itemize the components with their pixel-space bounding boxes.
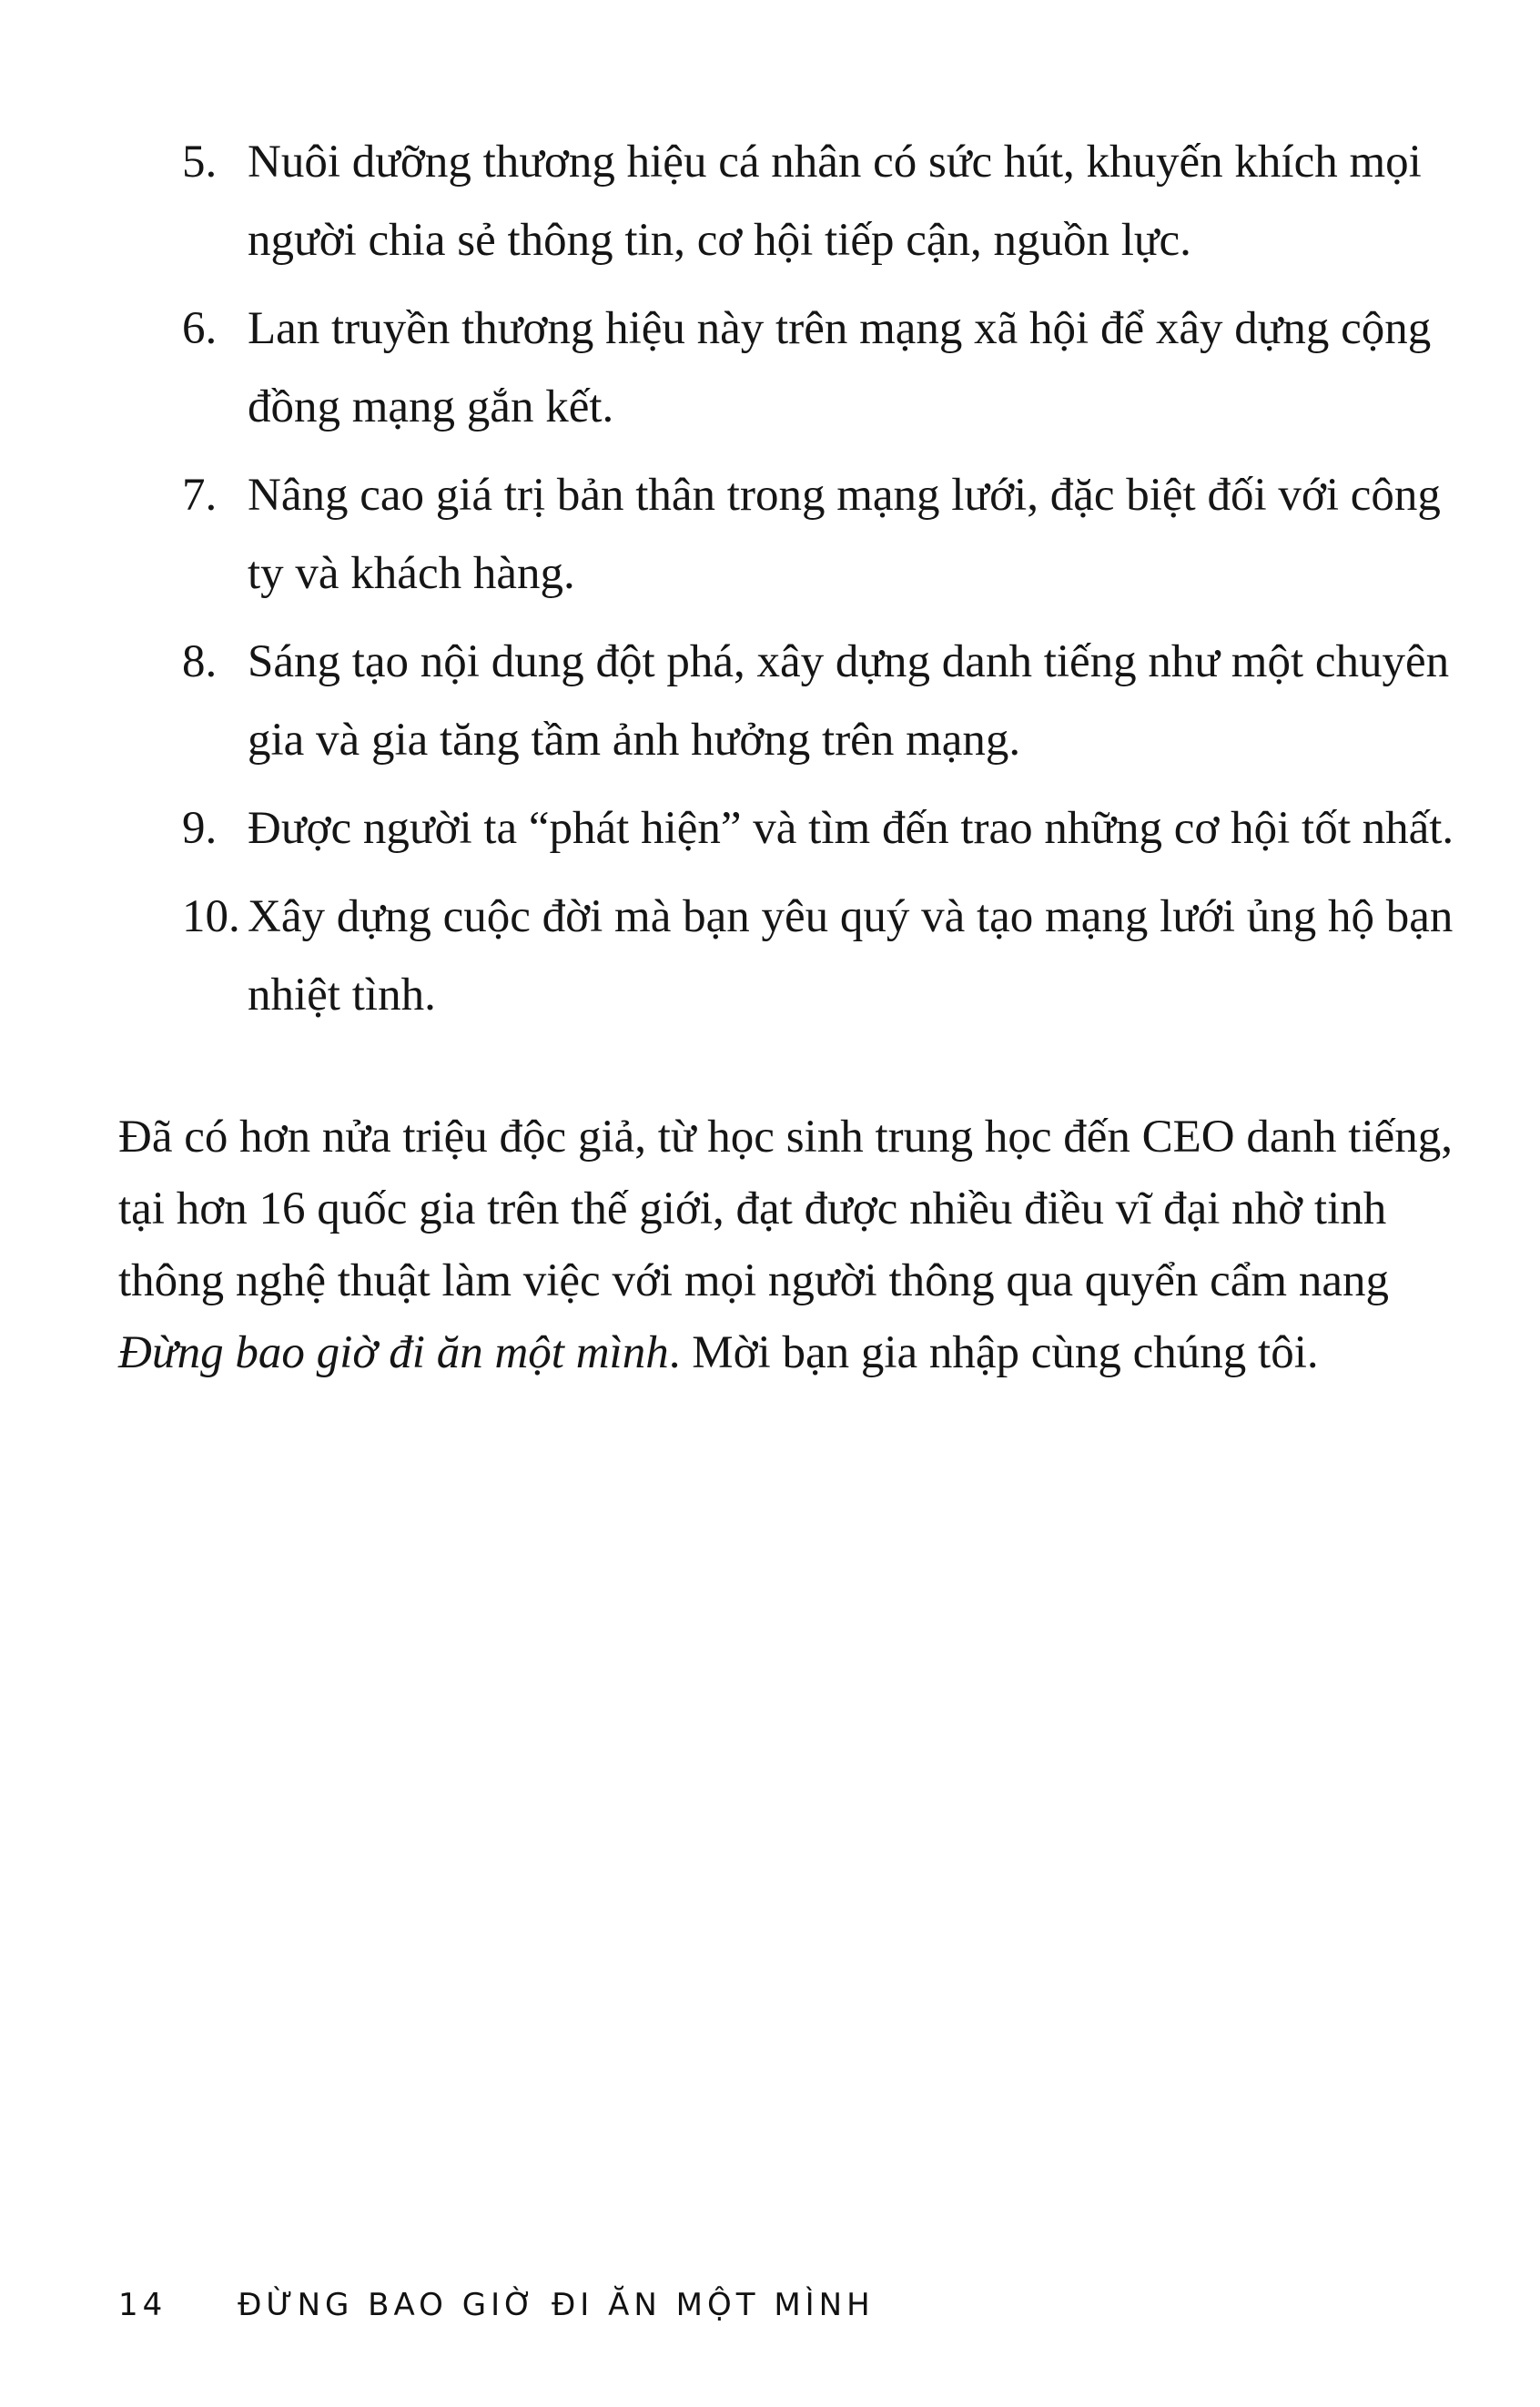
list-item-text: Xây dựng cuộc đời mà bạn yêu quý và tạo mạng lưới ủng hộ bạn nhiệt tình.	[248, 891, 1454, 1021]
paragraph-text-after-title: . Mời bạn gia nhập cùng chúng tôi.	[668, 1327, 1319, 1378]
list-item-number: 8.	[182, 636, 218, 687]
list-item-number: 9.	[182, 803, 218, 854]
paragraph-text-before-title: Đã có hơn nửa triệu độc giả, từ học sinh trung học đến CEO danh tiếng, tại hơn 16 quốc gia trên thế giới, đạt được nhiều điều vĩ đại nhờ tinh thông nghệ thuật làm việc với mọi người thông qua quyển cẩm nang	[118, 1112, 1454, 1306]
body-paragraph	[118, 1102, 1493, 1389]
list-item-text: Lan truyền thương hiệu này trên mạng xã hội để xây dựng cộng đồng mạng gắn kết.	[248, 303, 1432, 432]
list-item-text: Sáng tạo nội dung đột phá, xây dựng danh tiếng như một chuyên gia và gia tăng tầm ảnh hưởng trên mạng.	[248, 636, 1450, 766]
page-footer	[118, 2287, 875, 2323]
page-number: 14	[118, 2287, 167, 2323]
list-item-number: 6.	[182, 303, 218, 354]
list-item	[182, 878, 1484, 1034]
list-item-text: Được người ta “phát hiện” và tìm đến trao những cơ hội tốt nhất.	[248, 803, 1454, 854]
list-item	[182, 289, 1484, 446]
list-item-number: 10.	[182, 891, 240, 942]
list-item	[182, 456, 1484, 613]
book-title: Đừng bao giờ đi ăn một mình	[118, 1327, 669, 1378]
list-item-number: 5.	[182, 137, 218, 188]
list-item-number: 7.	[182, 470, 218, 521]
list-item-text: Nuôi dưỡng thương hiệu cá nhân có sức hút, khuyến khích mọi người chia sẻ thông tin, cơ hội tiếp cận, nguồn lực.	[248, 137, 1422, 266]
list-item	[182, 623, 1484, 779]
running-title: ĐỪNG BAO GIỜ ĐI ĂN MỘT MÌNH	[238, 2287, 875, 2323]
numbered-list	[182, 123, 1484, 1044]
list-item-text: Nâng cao giá trị bản thân trong mạng lưới, đặc biệt đối với công ty và khách hàng.	[248, 470, 1441, 599]
list-item	[182, 123, 1484, 279]
list-item	[182, 789, 1484, 868]
